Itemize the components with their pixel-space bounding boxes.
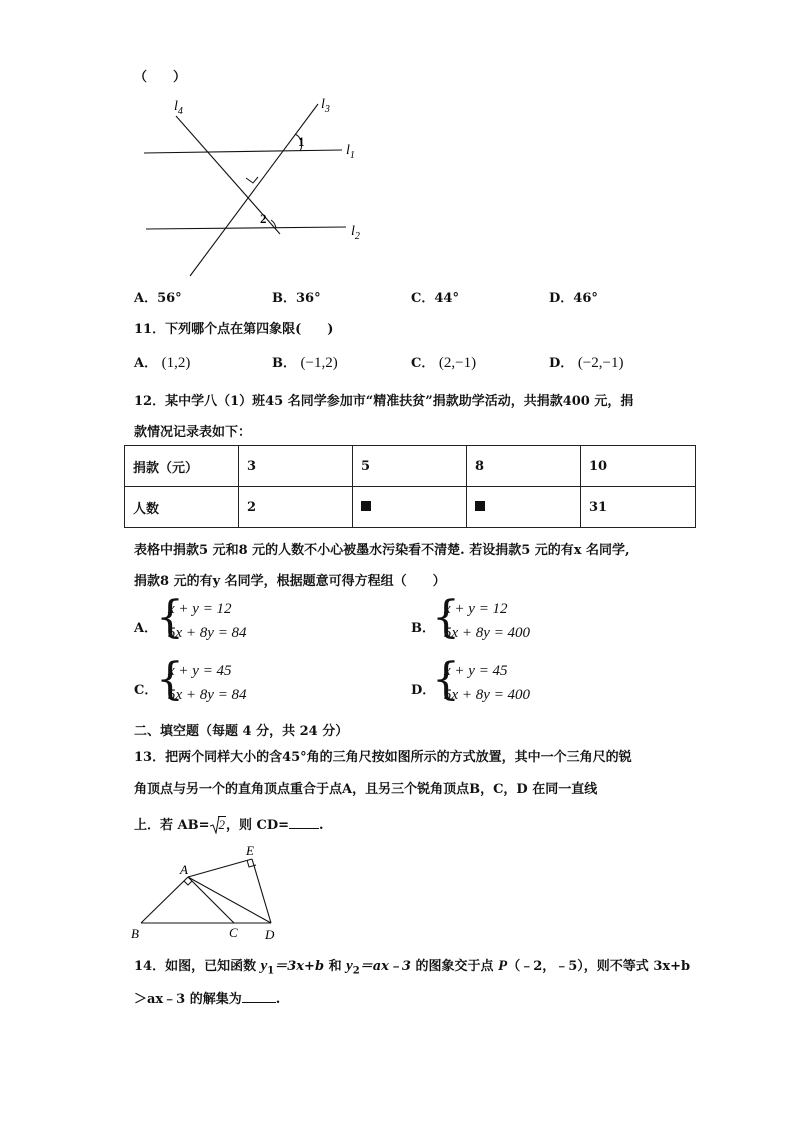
ink-blot-icon bbox=[475, 501, 485, 511]
ink-blot-icon bbox=[361, 501, 371, 511]
q10-option-d[interactable]: D．46° bbox=[549, 291, 598, 306]
brace-icon: { bbox=[432, 592, 460, 643]
label-l1: $l_1$ bbox=[346, 143, 355, 161]
equation-2: 5x + 8y = 400 bbox=[444, 625, 531, 641]
label-e: E bbox=[246, 843, 254, 858]
section-heading: 二、填空题（每题 4 分，共 24 分） bbox=[134, 724, 349, 739]
q13-stem-line2: 角顶点与另一个的直角顶点重合于点A，且另三个锐角顶点B，C，D 在同一直线 bbox=[134, 782, 598, 797]
equation-1: x + y = 45 bbox=[444, 663, 508, 679]
parallel-lines-figure bbox=[140, 92, 380, 284]
q12-stem-line2: 款情况记录表如下： bbox=[134, 425, 252, 440]
table-cell: 2 bbox=[239, 487, 353, 528]
right-angle-mark-a bbox=[184, 881, 192, 885]
label-l4: $l_4$ bbox=[174, 99, 183, 117]
q14-stem-line1: 14．如图，已知函数 $y_1=3x+b$ 和 $y_2=ax﹣3$ 的图象交于点 P（﹣2，﹣5），则不等式 3x+b bbox=[134, 958, 691, 977]
table-row bbox=[125, 487, 696, 528]
option-letter: B． bbox=[411, 621, 435, 636]
table-cell bbox=[467, 487, 581, 528]
donation-table bbox=[124, 445, 696, 528]
label-angle-1: 1 bbox=[298, 134, 305, 149]
q12-after-line1: 表格中捐款5 元和8 元的人数不小心被墨水污染看不清楚. 若设捐款5 元的有x 名同学, bbox=[134, 543, 630, 558]
label-l2: $l_2$ bbox=[351, 224, 360, 242]
label-b: B bbox=[131, 926, 139, 941]
sqrt-expression: 2 bbox=[210, 817, 227, 833]
q11-option-c[interactable]: C． (2,−1) bbox=[411, 355, 477, 371]
q10-option-c[interactable]: C．44° bbox=[411, 291, 459, 306]
option-letter: C． bbox=[134, 683, 158, 698]
label-a: A bbox=[180, 862, 188, 877]
right-angle-mark-e bbox=[247, 860, 256, 867]
equation-2: 5x + 8y = 84 bbox=[168, 687, 247, 703]
table-cell: 31 bbox=[581, 487, 696, 528]
q14-stem-line2: ＞ax﹣3 的解集为 . bbox=[134, 992, 281, 1007]
option-letter: D． bbox=[411, 683, 436, 698]
line-l2 bbox=[146, 227, 346, 229]
q10-option-a[interactable]: A．56° bbox=[134, 291, 182, 306]
equation-2: 5x + 8y = 400 bbox=[444, 687, 531, 703]
label-l3: $l_3$ bbox=[321, 97, 330, 115]
label-d: D bbox=[265, 927, 275, 942]
q12-stem-line1: 12．某中学八（1）班45 名同学参加市“精准扶贫”捐款助学活动，共捐款400 元，捐 bbox=[134, 394, 634, 409]
q13-stem-line1: 13．把两个同样大小的含45°角的三角尺按如图所示的方式放置，其中一个三角尺的锐 bbox=[134, 750, 632, 765]
answer-blank[interactable] bbox=[242, 990, 276, 1003]
table-cell: 10 bbox=[581, 446, 696, 487]
equation-1: x + y = 45 bbox=[168, 663, 232, 679]
right-angle-mark bbox=[246, 177, 258, 183]
equation-1: x + y = 12 bbox=[444, 601, 508, 617]
table-cell: 人数 bbox=[125, 487, 239, 528]
table-row bbox=[125, 446, 696, 487]
q11-option-a[interactable]: A． (1,2) bbox=[134, 355, 191, 371]
q11-option-b[interactable]: B． (−1,2) bbox=[272, 355, 338, 371]
brace-icon: { bbox=[156, 654, 184, 705]
label-angle-2: 2 bbox=[260, 211, 267, 226]
q11-option-d[interactable]: D． (−2,−1) bbox=[549, 355, 624, 371]
brace-icon: { bbox=[432, 654, 460, 705]
table-cell: 8 bbox=[467, 446, 581, 487]
table-cell bbox=[353, 487, 467, 528]
label-c: C bbox=[229, 925, 238, 940]
answer-bracket: （ ） bbox=[134, 70, 187, 85]
equation-1: x + y = 12 bbox=[168, 601, 232, 617]
q11-stem: 11．下列哪个点在第四象限( ) bbox=[134, 322, 334, 337]
line-l1 bbox=[144, 150, 342, 153]
q12-after-line2: 捐款8 元的有y 名同学，根据题意可得方程组（ ） bbox=[134, 574, 446, 589]
table-cell: 捐款（元） bbox=[125, 446, 239, 487]
equation-2: 5x + 8y = 84 bbox=[168, 625, 247, 641]
table-cell: 5 bbox=[353, 446, 467, 487]
table-cell: 3 bbox=[239, 446, 353, 487]
option-letter: A． bbox=[134, 621, 158, 636]
q10-option-b[interactable]: B．36° bbox=[272, 291, 321, 306]
q13-stem-line3: 上．若 AB= 2，则 CD= . bbox=[134, 817, 324, 833]
line-l3 bbox=[190, 104, 318, 276]
triangle-figure bbox=[128, 842, 288, 942]
brace-icon: { bbox=[156, 592, 184, 643]
answer-blank[interactable] bbox=[289, 816, 319, 829]
